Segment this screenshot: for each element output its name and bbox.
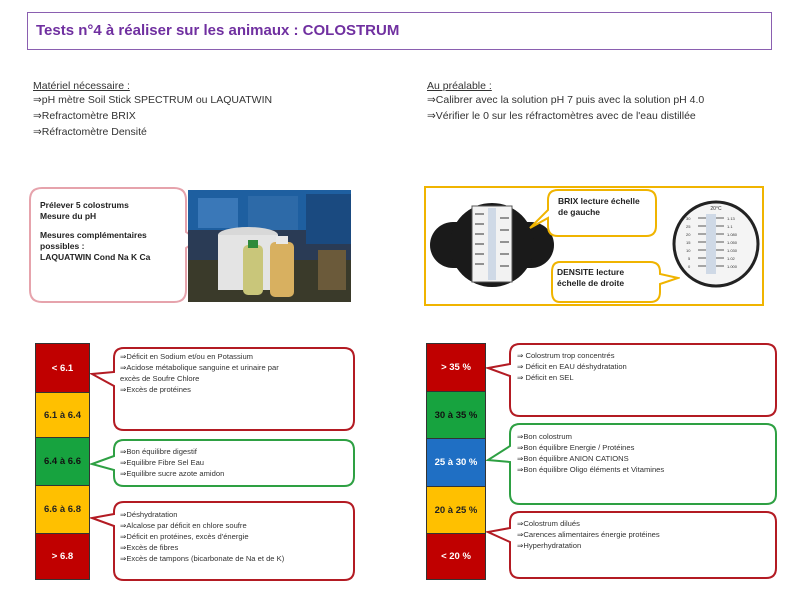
density-tick-left: 25 <box>686 224 691 229</box>
brix-low-notes <box>517 518 660 551</box>
ph-high-notes <box>120 509 284 564</box>
note-line: excès de Soufre Chlore <box>120 374 200 383</box>
ph-scale-cell: < 6.1 <box>36 344 89 392</box>
brix-callout-text <box>558 196 640 218</box>
density-tick-right: 1.050 <box>727 240 738 245</box>
density-tick-left: 5 <box>688 256 691 261</box>
density-tick-left: 15 <box>686 240 691 245</box>
note-line: ⇒Equilibre Fibre Sel Eau <box>120 458 205 467</box>
brix-scale-cell: 20 à 25 % <box>427 486 485 533</box>
densite-callout-line: échelle de droite <box>557 278 625 288</box>
note-line: ⇒Excès de tampons (bicarbonate de Na et de K) <box>120 554 285 563</box>
materiel-item: ⇒Refractomètre BRIX <box>33 110 136 122</box>
ph-scale-cell: 6.4 à 6.6 <box>36 437 89 485</box>
note-line: ⇒Déficit en protéines, excès d'énergie <box>120 532 249 541</box>
brix-mid-notes <box>517 431 664 475</box>
note-line: ⇒Déficit en Sodium et/ou en Potassium <box>120 352 253 361</box>
note-line: ⇒Excès de protéines <box>120 385 191 394</box>
note-line: ⇒ Colostrum trop concentrés <box>517 351 615 360</box>
ph-scale-cell: 6.6 à 6.8 <box>36 485 89 533</box>
materiel-item: ⇒Réfractomètre Densité <box>33 126 147 138</box>
density-tick-left: 20 <box>686 232 691 237</box>
sample-line: Mesure du pH <box>40 211 97 221</box>
densite-callout-line: DENSITE lecture <box>557 267 625 277</box>
materiel-heading: Matériel nécessaire : <box>33 80 130 92</box>
note-line: ⇒Bon équilibre ANION CATIONS <box>517 454 629 463</box>
note-line: ⇒Colostrum dilués <box>517 519 580 528</box>
density-tick-left: 0 <box>688 264 691 269</box>
ph-scale-cell: 6.1 à 6.4 <box>36 392 89 437</box>
note-line: ⇒Carences alimentaires énergie protéines <box>517 530 660 539</box>
sample-line: LAQUATWIN Cond Na K Ca <box>40 252 151 262</box>
note-line: ⇒Excès de fibres <box>120 543 179 552</box>
note-line: ⇒Déshydratation <box>120 510 178 519</box>
materiel-item: ⇒pH mètre Soil Stick SPECTRUM ou LAQUATWIN <box>33 94 273 106</box>
colostrum-photo <box>188 190 351 302</box>
density-tick-left: 10 <box>686 248 691 253</box>
note-line: ⇒Bon équilibre Oligo éléments et Vitamines <box>517 465 665 474</box>
brix-callout-line: de gauche <box>558 207 601 217</box>
sample-callout-text <box>40 200 180 263</box>
sample-line: possibles : <box>40 241 85 251</box>
brix-scale-cell: < 20 % <box>427 533 485 579</box>
prealable-section <box>427 80 704 124</box>
density-tick-right: 1.02 <box>727 256 735 261</box>
note-line: ⇒ Déficit en EAU déshydratation <box>517 362 627 371</box>
note-line: ⇒Alcalose par déficit en chlore soufre <box>120 521 247 530</box>
brix-scale-cell: > 35 % <box>427 344 485 391</box>
density-tick-left: 30 <box>686 216 691 221</box>
note-line: ⇒Bon équilibre Energie / Protéines <box>517 443 635 452</box>
ph-mid-notes <box>120 446 224 479</box>
brix-high-notes <box>517 350 627 383</box>
materiel-section <box>33 80 272 140</box>
densite-callout-text <box>557 267 624 289</box>
density-gauge <box>672 192 760 298</box>
ph-low-notes <box>120 351 279 395</box>
prealable-heading: Au préalable : <box>427 80 492 92</box>
brix-callout-line: BRIX lecture échelle <box>558 196 640 206</box>
density-tick-right: 1.000 <box>727 264 738 269</box>
density-top-label: 20°C <box>710 206 722 212</box>
ph-scale <box>35 343 90 580</box>
density-tick-right: 1.1 <box>727 224 733 229</box>
note-line: ⇒Equilibre sucre azote amidon <box>120 469 225 478</box>
prealable-item: ⇒Vérifier le 0 sur les réfractomètres avec de l'eau distillée <box>427 110 696 122</box>
note-line: ⇒Hyperhydratation <box>517 541 582 550</box>
prealable-item: ⇒Calibrer avec la solution pH 7 puis avec la solution pH 4.0 <box>427 94 705 106</box>
brix-scale-cell: 25 à 30 % <box>427 438 485 486</box>
density-tick-right: 1.080 <box>727 232 738 237</box>
note-line: ⇒Bon équilibre digestif <box>120 447 197 456</box>
title-box <box>27 12 772 50</box>
note-line: ⇒Bon colostrum <box>517 432 572 441</box>
brix-scale-cell: 30 à 35 % <box>427 391 485 438</box>
note-line: ⇒Acidose métabolique sanguine et urinaire par <box>120 363 279 372</box>
brix-scale <box>426 343 486 580</box>
page-title: Tests n°4 à réaliser sur les animaux : COLOSTRUM <box>36 22 400 39</box>
sample-line: Mesures complémentaires <box>40 230 147 240</box>
note-line: ⇒ Déficit en SEL <box>517 373 574 382</box>
density-tick-right: 1.13 <box>727 216 735 221</box>
density-tick-right: 1.030 <box>727 248 738 253</box>
ph-scale-cell: > 6.8 <box>36 533 89 579</box>
sample-line: Prélever 5 colostrums <box>40 200 129 210</box>
